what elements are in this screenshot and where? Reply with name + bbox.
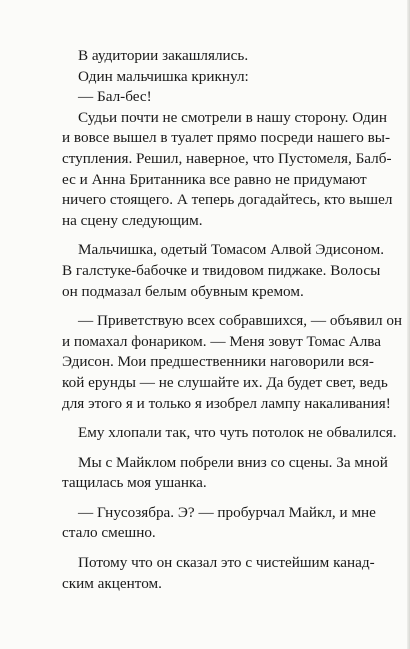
text-line: Потому что он сказал это с чистейшим канад- [78,554,375,572]
text-line: он подмазал белым обувным кремом. [62,282,304,300]
text-line: Судьи почти не смотрели в нашу сторону. Один [78,108,387,126]
text-line: кой ерунды — не слушайте их. Да будет свет, ведь [62,373,388,391]
text-line: Эдисон. Мои предшественники наговорили вся- [62,353,374,371]
text-line: Ему хлопали так, что чуть потолок не обвалился. [78,424,397,442]
text-line: ничего стоящего. А теперь догадайтесь, кто вышел [62,191,393,209]
text-line: и помахал фонариком. — Меня зовут Томас Алва [62,332,381,350]
text-line: — Гнусозябра. Э? — пробурчал Майкл, и мне [78,503,376,521]
text-line: Один мальчишка крикнул: [78,67,249,85]
text-line: Мальчишка, одетый Томасом Алвой Эдисоном. [78,241,385,259]
text-line: Мы с Майклом побрели вниз со сцены. За мной [78,453,388,471]
text-line: на сцену следующим. [62,211,203,229]
body-text [62,46,403,594]
text-line: ступления. Решил, наверное, что Пустомеля, Балб- [62,149,392,167]
text-line: В галстуке-бабочке и твидовом пиджаке. Волосы [62,261,381,279]
text-line: — Бал-бес! [78,88,152,106]
text-line: ес и Анна Британника все равно не придумают [62,170,367,188]
text-line: стало смешно. [62,524,156,542]
text-line: ским акцентом. [62,574,162,592]
text-line: — Приветствую всех собравшихся, — объявил он [78,312,403,330]
text-line: для этого я и только я изобрел лампу накаливания! [62,394,391,412]
text-line: и вовсе вышел в туалет прямо посреди нашего вы- [62,129,391,147]
text-line: В аудитории закашлялись. [78,47,249,64]
text-line: тащилась моя ушанка. [62,474,207,492]
